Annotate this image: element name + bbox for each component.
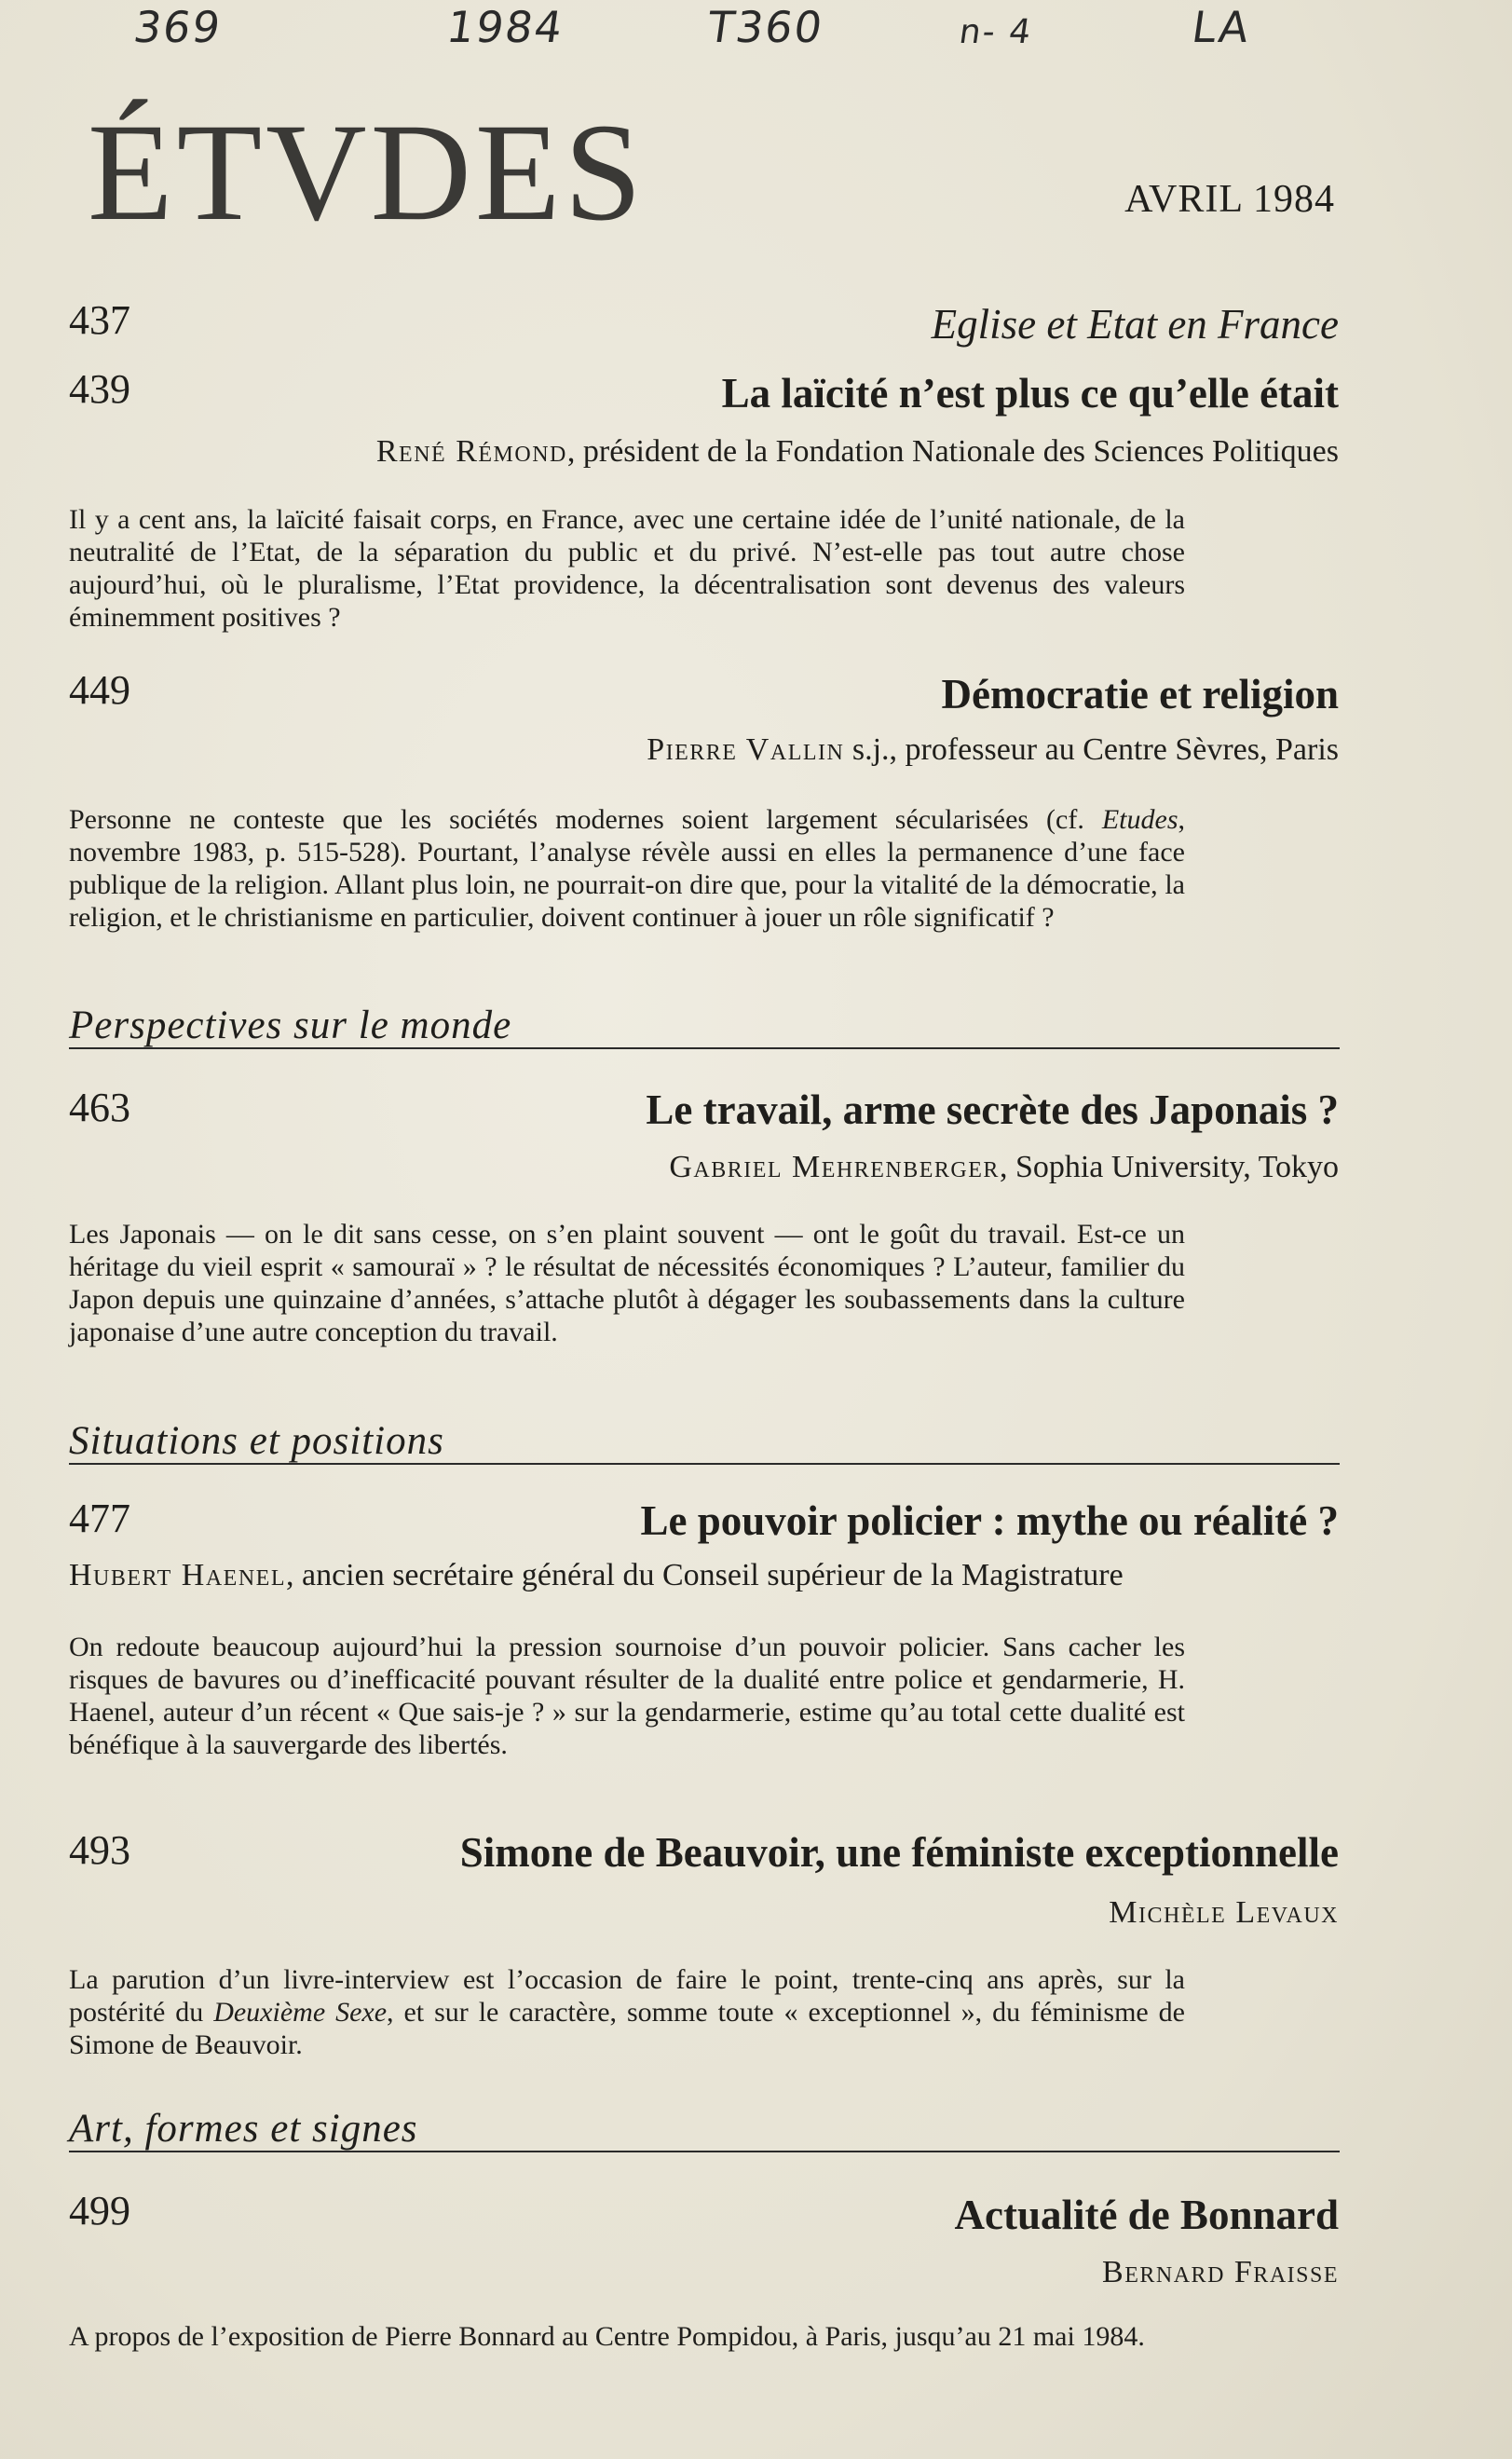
author-name: Gabriel Mehrenberger — [669, 1150, 1000, 1184]
article-author — [669, 1150, 1339, 1185]
page-number: 493 — [69, 1827, 130, 1873]
journal-masthead: ÉTVDES — [88, 95, 646, 250]
article-title: Eglise et Etat en France — [931, 301, 1339, 348]
page-number: 499 — [69, 2188, 130, 2234]
abstract-text: Personne ne conteste que les sociétés modernes soient largement sécularisées (cf. — [69, 804, 1102, 835]
abstract-text: , et sur le caractère, somme toute « exceptionnel », du féminisme de Simone de Beauvoir. — [69, 1997, 1185, 2060]
section-heading: Art, formes et signes — [69, 2108, 1340, 2152]
page-number: 437 — [69, 297, 130, 343]
article-abstract: Les Japonais — on le dit sans cesse, on s’en plaint souvent — ont le goût du travail. Est-ce un héritage du vieil esprit « samouraï » ? le résultat de nécessités économiques ? L’auteur, familier du Japon depuis une quinzaine d’années, s’attache plutôt à dégager les soubassements dans la culture japonaise d’une autre conception du travail. — [69, 1219, 1185, 1347]
author-role: s.j., professeur au Centre Sèvres, Paris — [844, 732, 1339, 767]
author-name: René Rémond — [375, 434, 567, 469]
journal-name-italic: Etudes — [1101, 804, 1178, 835]
article-author — [69, 1558, 1124, 1593]
abstract-text: La parution d’un livre-interview est l’occasion de faire le point, trente-cinq ans après, sur la postérité du — [69, 1964, 1185, 2028]
author-name: Hubert Haenel — [69, 1558, 286, 1592]
handwritten-note: n- 4 — [957, 13, 1036, 51]
article-title: Le pouvoir policier : mythe ou réalité ? — [640, 1497, 1339, 1544]
author-role: , président de la Fondation Nationale des Sciences Politiques — [566, 434, 1339, 469]
handwritten-note: 1984 — [443, 2, 567, 52]
abstract-text: , novembre 1983, p. 515-528). Pourtant, l’analyse révèle aussi en elles la permanence d’une face publique de la religion. Allant plus loin, ne pourrait-on dire que, pour la vitalité de la démocratie, la religion, et le christianisme en particulier, doivent continuer à jouer un rôle significatif ? — [69, 804, 1185, 933]
issue-date: AVRIL 1984 — [1124, 178, 1335, 221]
section-heading: Perspectives sur le monde — [69, 1004, 1340, 1049]
author-role: , Sophia University, Tokyo — [999, 1150, 1339, 1184]
article-title: Actualité de Bonnard — [954, 2192, 1339, 2238]
section-heading: Situations et positions — [69, 1420, 1340, 1465]
article-author — [1102, 2255, 1339, 2290]
handwritten-note: LA — [1189, 2, 1254, 52]
page-number: 439 — [69, 366, 130, 412]
article-title: Le travail, arme secrète des Japonais ? — [646, 1086, 1339, 1133]
article-title: Simone de Beauvoir, une féministe exceptionnelle — [459, 1829, 1339, 1876]
article-abstract — [69, 1963, 1185, 2061]
author-name: Pierre Vallin — [647, 732, 845, 767]
page-number: 477 — [69, 1496, 130, 1541]
page-number: 449 — [69, 667, 130, 713]
article-abstract — [69, 803, 1185, 934]
author-name: Michèle Levaux — [1109, 1895, 1339, 1930]
article-title: Démocratie et religion — [941, 671, 1339, 717]
author-name: Bernard Fraisse — [1102, 2255, 1339, 2289]
article-abstract: A propos de l’exposition de Pierre Bonnard au Centre Pompidou, à Paris, jusqu’au 21 mai 1984. — [69, 2321, 1145, 2352]
handwritten-note: 369 — [130, 2, 225, 52]
article-abstract: Il y a cent ans, la laïcité faisait corps, en France, avec une certaine idée de l’unité nationale, de la neutralité de l’Etat, de la séparation du public et du privé. N’est-elle pas tout autre chose aujourd’hui, où le pluralisme, l’Etat providence, la décentralisation sont devenus des valeurs éminemment positives ? — [69, 504, 1185, 633]
page-number: 463 — [69, 1085, 130, 1130]
book-title-italic: Deuxième Sexe — [213, 1997, 388, 2028]
article-author — [1109, 1895, 1339, 1931]
article-author — [376, 434, 1339, 470]
article-author — [647, 732, 1339, 768]
article-title: La laïcité n’est plus ce qu’elle était — [721, 370, 1339, 417]
author-role: , ancien secrétaire général du Conseil supérieur de la Magistrature — [285, 1558, 1124, 1592]
handwritten-note: T360 — [704, 2, 827, 52]
handwritten-annotations — [121, 0, 1332, 56]
article-abstract: On redoute beaucoup aujourd’hui la pression sournoise d’un pouvoir policier. Sans cacher les risques de bavures ou d’inefficacité pouvant résulter de la dualité entre police et gendarmerie, H. Haenel, auteur d’un récent « Que sais-je ? » sur la gendarmerie, estime qu’au total cette dualité est bénéfique à la sauvergarde des libertés. — [69, 1632, 1185, 1760]
